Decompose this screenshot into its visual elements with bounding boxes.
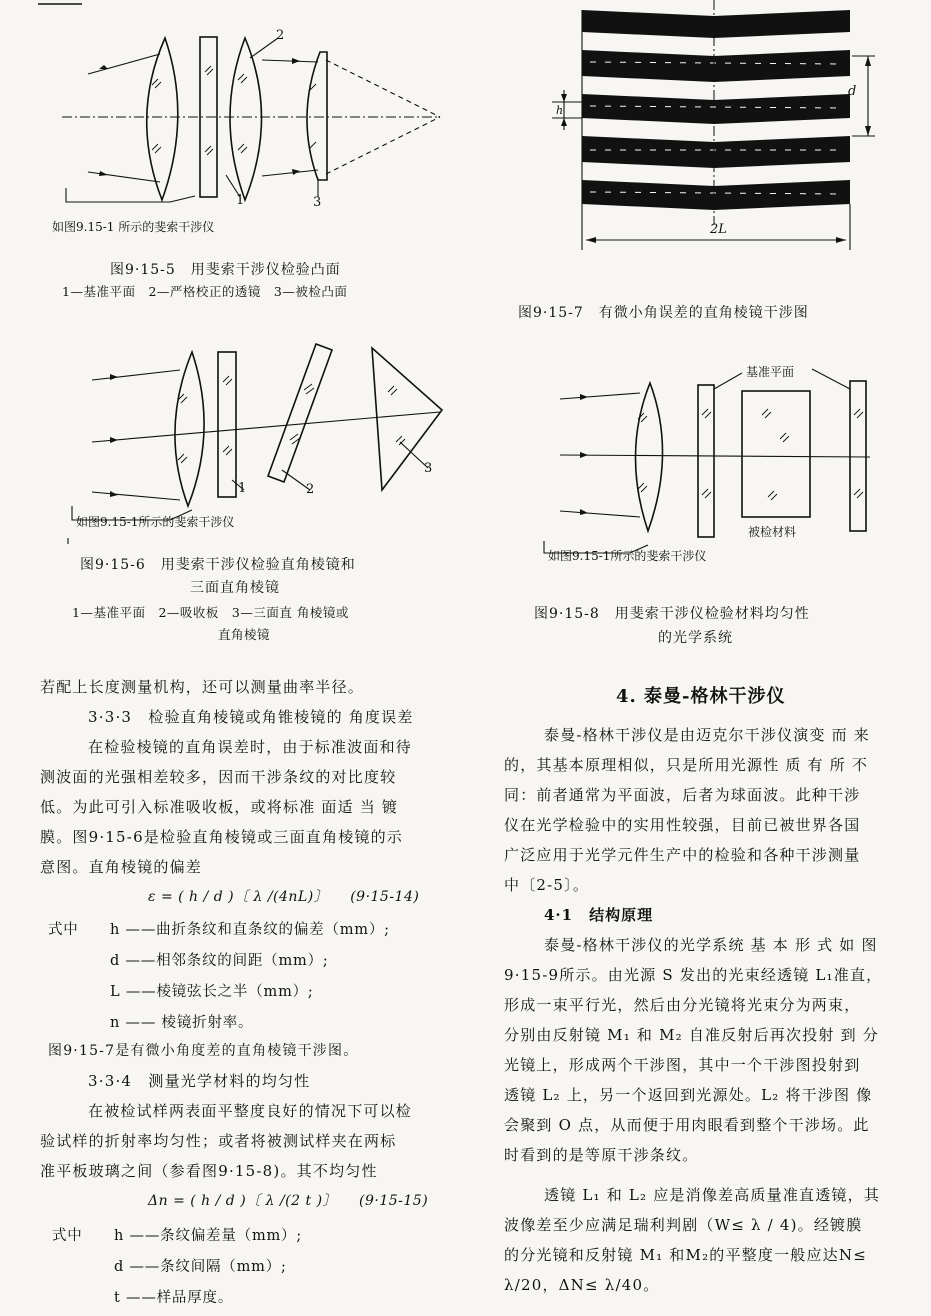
text-line: 泰曼-格林干涉仪的光学系统 基 本 形 式 如 图 bbox=[544, 936, 878, 954]
text-line: 形成一束平行光，然后由分光镜将光束分为两束， bbox=[504, 996, 861, 1014]
text-line: λ/20，ΔN≤ λ/40。 bbox=[504, 1276, 660, 1294]
text-line: 在被检试样两表面平整度良好的情况下可以检 bbox=[88, 1102, 413, 1120]
text-line: 在检验棱镜的直角误差时，由于标准波面和待 bbox=[88, 738, 413, 756]
fig7-caption: 图9·15-7 有微小角误差的直角棱镜干涉图 bbox=[518, 305, 809, 321]
text-line: 图9·15-7是有微小角度差的直角棱镜干涉图。 bbox=[48, 1043, 359, 1059]
fig6-caption-line2: 三面直角棱镜 bbox=[190, 580, 280, 596]
text-line: 广泛应用于光学元件生产中的检验和各种干涉测量 bbox=[504, 846, 861, 864]
figure-9-15-8 bbox=[530, 355, 930, 655]
text-line: 会聚到 O 点，从而便于用肉眼看到整个干涉场。此 bbox=[504, 1116, 870, 1134]
text-line: 同：前者通常为平面波，后者为球面波。此种干涉 bbox=[504, 786, 861, 804]
figure-9-15-6 bbox=[0, 330, 470, 650]
text-line: 透镜 L₁ 和 L₂ 应是消像差高质量准直透镜，其 bbox=[544, 1186, 881, 1204]
fig5-label-1: 1 bbox=[236, 193, 245, 208]
section-heading-3-3-4: 3·3·4 测量光学材料的均匀性 bbox=[88, 1072, 311, 1090]
equation-9-15-15: Δn = ( h / d )〔 λ /(2 t )〕 (9·15-15) bbox=[148, 1193, 429, 1209]
figure-9-15-5-drawing bbox=[0, 0, 470, 300]
fig5-caption: 图9·15-5 用斐索干涉仪检验凸面 bbox=[110, 262, 341, 278]
fig6-label-3: 3 bbox=[424, 461, 433, 476]
equation-9-15-14: ε = ( h / d )〔 λ /(4nL)〕 (9·15-14) bbox=[148, 889, 420, 905]
text-line: 时看到的是等原干涉条纹。 bbox=[504, 1146, 699, 1164]
fig6-label-1: 1 bbox=[238, 481, 247, 496]
figure-9-15-5 bbox=[0, 0, 470, 300]
fig6-legend-line1: 1—基准平面 2—吸收板 3—三面直 角棱镜或 bbox=[72, 605, 349, 620]
section-title-4: 4. 泰曼-格林干涉仪 bbox=[616, 686, 786, 707]
fig7-label-2L: 2L bbox=[710, 222, 727, 237]
definition-n: n —— 棱镜折射率。 bbox=[110, 1015, 254, 1031]
fig8-caption-line1: 图9·15-8 用斐索干涉仪检验材料均匀性 bbox=[534, 606, 810, 622]
text-line: 透镜 L₂ 上，另一个返回到光源处。L₂ 将干涉图 像 bbox=[504, 1086, 873, 1104]
definition-t: t ——样品厚度。 bbox=[114, 1290, 234, 1306]
section-heading-3-3-3: 3·3·3 检验直角棱镜或角锥棱镜的 角度误差 bbox=[88, 708, 414, 726]
text-line: 若配上长度测量机构，还可以测量曲率半径。 bbox=[40, 678, 365, 696]
fig5-label-2: 2 bbox=[276, 28, 285, 43]
fig8-label-reference-plane: 基准平面 bbox=[746, 365, 795, 379]
text-line: 意图。直角棱镜的偏差 bbox=[40, 858, 203, 876]
text-line: 准平板玻璃之间（参看图9·15-8)。其不均匀性 bbox=[40, 1162, 378, 1180]
text-line: 中〔2-5〕。 bbox=[504, 876, 590, 894]
fig6-label-2: 2 bbox=[306, 482, 315, 497]
text-line: 的，其基本原理相似，只是所用光源性 质 有 所 不 bbox=[504, 756, 869, 774]
text-line: 分别由反射镜 M₁ 和 M₂ 自准反射后再次投射 到 分 bbox=[504, 1026, 879, 1044]
text-line: 光镜上，形成两个干涉图，其中一个干涉图投射到 bbox=[504, 1056, 861, 1074]
fig8-source-label: 如图9.15-1所示的斐索干涉仪 bbox=[548, 549, 707, 563]
fig7-label-h: h bbox=[556, 104, 564, 117]
fig8-caption-line2: 的光学系统 bbox=[658, 630, 733, 646]
definition-h: h ——曲折条纹和直条纹的偏差（mm）; bbox=[110, 922, 390, 938]
where-label: 式中 bbox=[52, 1228, 83, 1244]
text-line: 的分光镜和反射镜 M₁ 和M₂的平整度一般应达N≤ bbox=[504, 1246, 867, 1264]
definition-h: h ——条纹偏差量（mm）; bbox=[114, 1228, 303, 1244]
text-line: 膜。图9·15-6是检验直角棱镜或三面直角棱镜的示 bbox=[40, 828, 404, 846]
text-line: 低。为此可引入标准吸收板，或将标准 面适 当 镀 bbox=[40, 798, 399, 816]
text-line: 测波面的光强相差较多，因而干涉条纹的对比度较 bbox=[40, 768, 397, 786]
where-label: 式中 bbox=[48, 922, 79, 938]
figure-9-15-7 bbox=[518, 0, 930, 330]
figure-9-15-6-drawing bbox=[0, 330, 470, 650]
fig5-legend: 1—基准平面 2—严格校正的透镜 3—被检凸面 bbox=[62, 284, 348, 299]
text-line: 波像差至少应满足瑞利判剧（W≤ λ / 4)。经镀膜 bbox=[504, 1216, 863, 1234]
fig6-source-label: 如图9.15-1所示的斐索干涉仪 bbox=[76, 515, 235, 529]
fig6-legend-line2: 直角棱镜 bbox=[218, 627, 271, 642]
fig7-label-d: d bbox=[848, 84, 857, 99]
definition-L: L ——棱镜弦长之半（mm）; bbox=[110, 984, 314, 1000]
fig5-label-3: 3 bbox=[313, 195, 322, 210]
fig6-caption-line1: 图9·15-6 用斐索干涉仪检验直角棱镜和 bbox=[80, 557, 356, 573]
text-line: 验试样的折射率均匀性；或者将被测试样夹在两标 bbox=[40, 1132, 397, 1150]
section-heading-4-1: 4·1 结构原理 bbox=[544, 906, 654, 924]
definition-d: d ——相邻条纹的间距（mm）; bbox=[110, 953, 329, 969]
text-line: 仪在光学检验中的实用性较强，目前已被世界各国 bbox=[504, 816, 861, 834]
text-line: 泰曼-格林干涉仪是由迈克尔干涉仪演变 而 来 bbox=[544, 726, 871, 744]
definition-d: d ——条纹间隔（mm）; bbox=[114, 1259, 287, 1275]
text-line: 9·15-9所示。由光源 S 发出的光束经透镜 L₁准直， bbox=[504, 966, 883, 984]
fig8-label-sample: 被检材料 bbox=[748, 525, 797, 539]
fig5-source-label: 如图9.15-1 所示的斐索干涉仪 bbox=[52, 220, 215, 234]
interference-pattern bbox=[530, 0, 930, 330]
